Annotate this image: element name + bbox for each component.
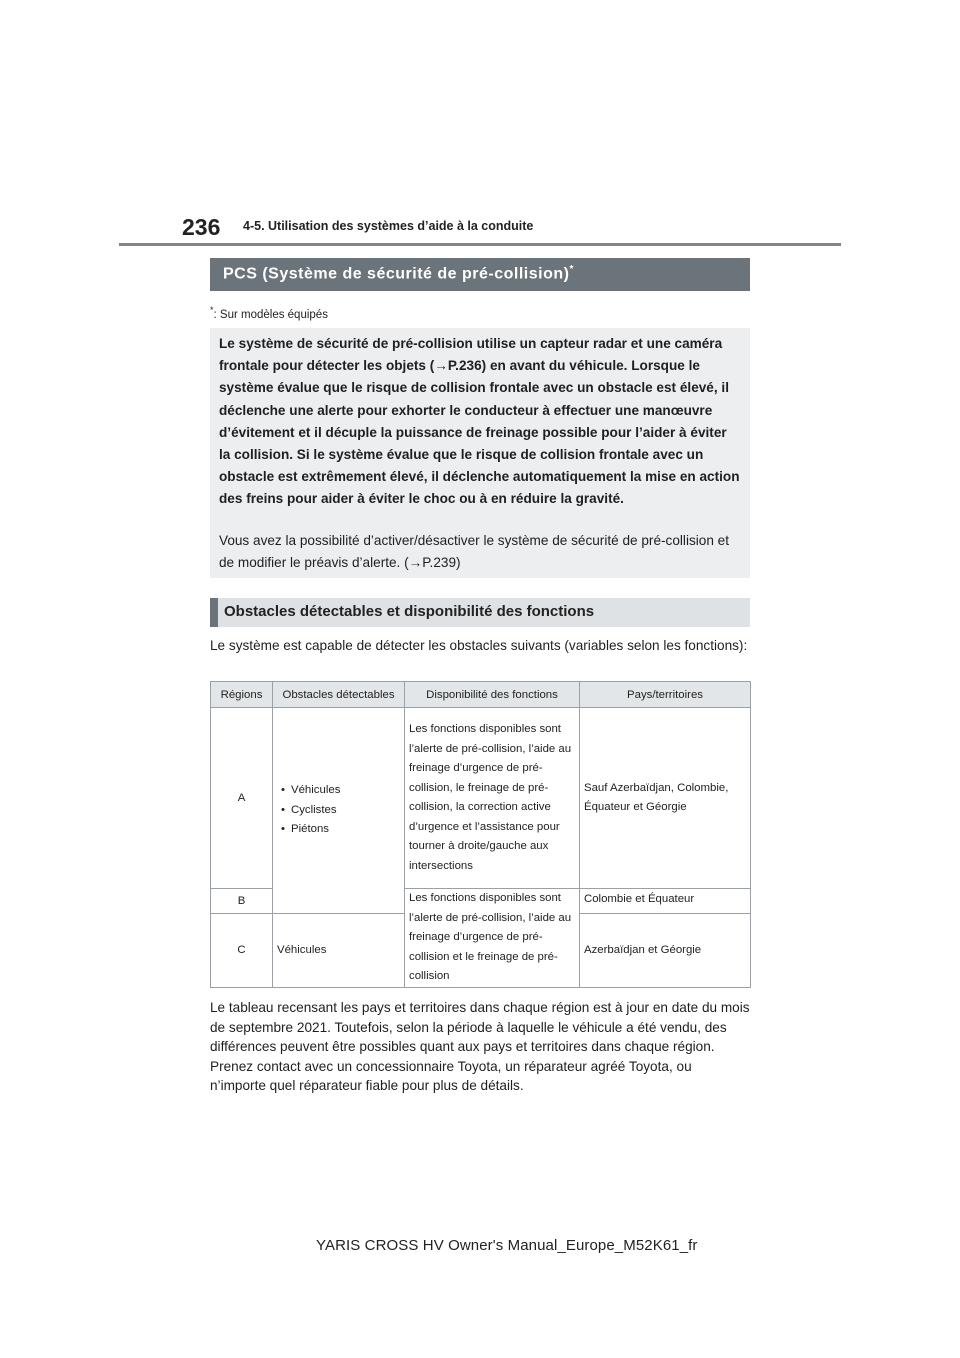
page-number: 236: [182, 214, 221, 240]
table-header-row: [211, 682, 751, 708]
obstacles-intro: Le système est capable de détecter les obstacles suivants (variables selon les fonctions):: [210, 638, 748, 653]
footer-text: YARIS CROSS HV Owner's Manual_Europe_M52K61_fr: [316, 1237, 698, 1254]
heading-accent-bar: [210, 598, 218, 627]
section-title: 4-5. Utilisation des systèmes d’aide à la conduite: [243, 219, 534, 233]
obstacles-cell: [273, 708, 405, 914]
region-cell: A: [211, 708, 273, 889]
intro-paragraph: Vous avez la possibilité d’activer/désactiver le système de sécurité de pré-collision et de modifier le préavis d’alerte. (→P.239): [219, 533, 730, 571]
obstacles-heading: Obstacles détectables et disponibilité des fonctions: [224, 603, 595, 620]
table-row: [211, 708, 751, 889]
header-regions: Régions: [211, 682, 273, 708]
intro-box: [210, 328, 750, 578]
footnote-text: : Sur modèles équipés: [213, 308, 328, 321]
functions-cell: Les fonctions disponibles sont l’alerte de pré-collision, l’aide au freinage d’urgence de pré-collision, le freinage de pré-collision, la correction active d’urgence et l’assistance pour tourner à droite/gauche aux intersections: [405, 708, 580, 889]
region-cell: B: [211, 889, 273, 914]
obstacles-cell: Véhicules: [273, 914, 405, 987]
countries-cell: Azerbaïdjan et Géorgie: [580, 914, 751, 987]
obstacles-table: [210, 681, 751, 988]
footnote: [210, 305, 328, 321]
obstacles-heading-banner: [210, 598, 750, 627]
list-item: • Véhicules: [281, 781, 404, 801]
header-obstacles: Obstacles détectables: [273, 682, 405, 708]
countries-cell: Colombie et Équateur: [580, 889, 751, 914]
pcs-title-mark: *: [569, 264, 574, 275]
functions-cell: Les fonctions disponibles sont l’alerte de pré-collision, l’aide au freinage d’urgence de pré-collision et le freinage de pré-collision: [405, 889, 580, 988]
header-functions: Disponibilité des fonctions: [405, 682, 580, 708]
header-divider: [119, 243, 841, 246]
intro-bold-paragraph: Le système de sécurité de pré-collision utilise un capteur radar et une caméra frontale pour détecter les objets (→P.236) en avant du véhicule. Lorsque le système évalue que le risque de collision frontale avec un obstacle est élevé, il déclenche une alerte pour exhorter le conducteur à effectuer une manœuvre d’évitement et il décuple la puissance de freinage possible pour l’aider à éviter la collision. Si le système évalue que le risque de collision frontale avec un obstacle est extrêmement élevé, il déclenche automatiquement la mise en action des freins pour aider à éviter le choc ou à en réduire la gravité.: [219, 336, 740, 507]
countries-cell: Sauf Azerbaïdjan, Colombie, Équateur et Géorgie: [580, 708, 751, 889]
obstacles-list: [281, 781, 404, 840]
list-item: • Piétons: [281, 820, 404, 840]
pcs-title-banner: [210, 258, 750, 291]
pcs-title: PCS (Système de sécurité de pré-collision)*: [223, 264, 574, 283]
region-cell: C: [211, 914, 273, 987]
closing-paragraph: Le tableau recensant les pays et territoires dans chaque région est à jour en date du mois de septembre 2021. Toutefois, selon la période à laquelle le véhicule a été vendu, des différences peuvent être possibles quant aux pays et territoires dans chaque région. Prenez contact avec un concessionnaire Toyota, un réparateur agréé Toyota, ou n’importe quel réparateur fiable pour plus de détails.: [210, 1000, 750, 1093]
footnote-mark: *: [210, 305, 214, 315]
header-countries: Pays/territoires: [580, 682, 751, 708]
list-item: • Cyclistes: [281, 801, 404, 821]
